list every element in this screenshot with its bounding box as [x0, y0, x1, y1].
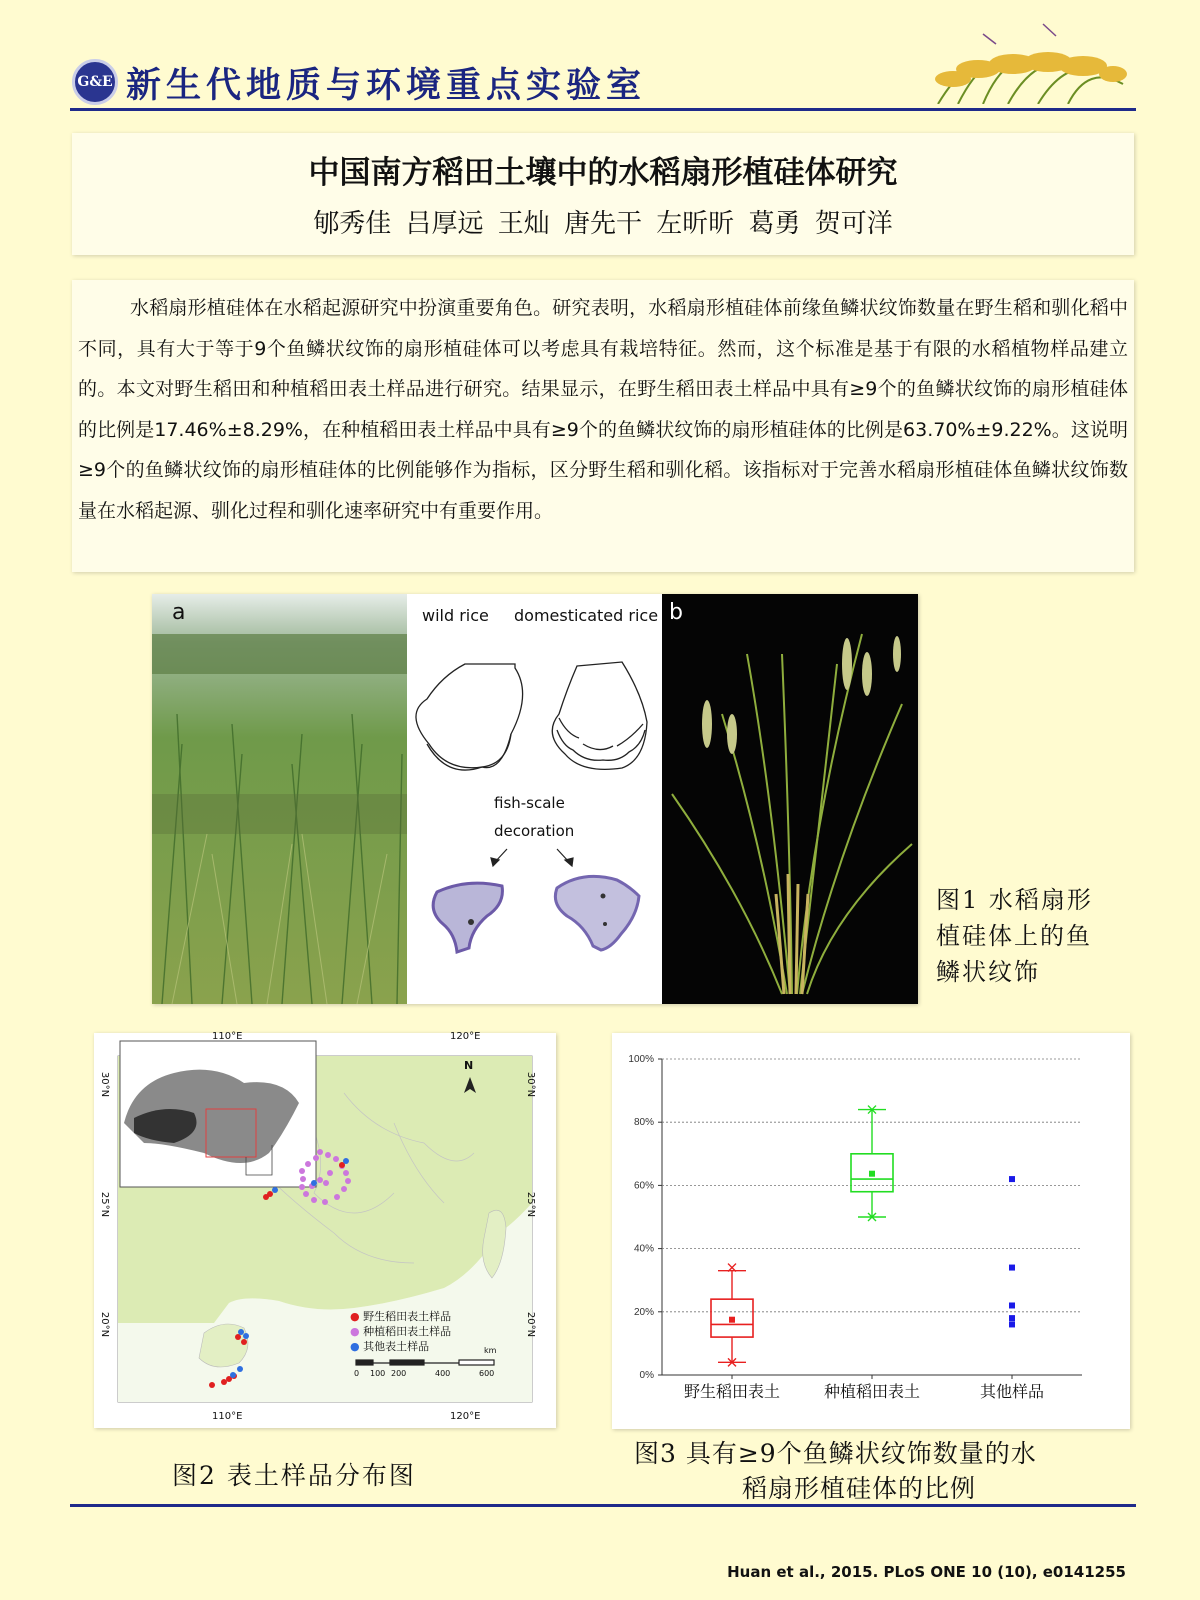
data-point	[1009, 1265, 1015, 1271]
wild-rice-label: wild rice	[422, 606, 489, 625]
sample-point	[221, 1379, 227, 1385]
lat-label-right-30: 30°N	[525, 1071, 537, 1098]
figure-1-caption-line-2: 植硅体上的鱼	[936, 922, 1092, 950]
sample-point	[300, 1176, 306, 1182]
y-tick-label: 100%	[628, 1054, 654, 1065]
sample-point	[272, 1187, 278, 1193]
sample-point	[263, 1194, 269, 1200]
figure-1	[152, 594, 918, 1004]
sample-point	[209, 1382, 215, 1388]
lon-label-bottom-120: 120°E	[450, 1411, 481, 1422]
lab-name: 新生代地质与环境重点实验室	[126, 65, 647, 106]
mean-marker	[869, 1171, 875, 1177]
x-tick-label: 其他样品	[979, 1382, 1045, 1401]
y-tick-label: 0%	[639, 1370, 654, 1381]
figure-3-chart	[612, 1033, 1130, 1429]
lat-label-left-25: 25°N	[99, 1191, 111, 1218]
lat-label-right-25: 25°N	[525, 1191, 537, 1218]
lon-label-top-120: 120°E	[450, 1031, 481, 1042]
figure-3-caption	[634, 1436, 1124, 1506]
y-tick-label: 80%	[633, 1117, 654, 1129]
y-tick-label: 60%	[633, 1180, 654, 1192]
sample-point	[341, 1186, 347, 1192]
data-point	[1009, 1176, 1015, 1182]
figure-3-caption-line-1: 图3 具有≥9个鱼鳞状纹饰数量的水	[634, 1439, 1037, 1468]
lat-label-left-20: 20°N	[99, 1311, 111, 1338]
sample-point	[299, 1168, 305, 1174]
sample-point	[345, 1178, 351, 1184]
legend-item-wild: ● 野生稻田表土样品	[350, 1310, 452, 1323]
data-point	[1009, 1321, 1015, 1327]
domesticated-phytolith-outline	[552, 662, 647, 769]
figure-2-caption: 图2 表土样品分布图	[172, 1461, 416, 1490]
sample-point	[311, 1197, 317, 1203]
sample-point	[241, 1339, 247, 1345]
sample-point	[230, 1372, 236, 1378]
lab-logo: G&E	[72, 59, 118, 105]
sample-point	[325, 1152, 331, 1158]
figure-1-caption-line-3: 鳞状纹饰	[936, 958, 1040, 986]
decoration-label: decoration	[494, 822, 575, 840]
header-rule	[70, 108, 1136, 111]
sample-point	[323, 1180, 329, 1186]
sample-point	[305, 1161, 311, 1167]
fish-scale-label: fish-scale	[494, 794, 565, 812]
paper-title: 中国南方稻田土壤中的水稻扇形植硅体研究	[308, 155, 898, 191]
sample-point	[317, 1177, 323, 1183]
sample-point	[238, 1329, 244, 1335]
figure-3-caption-line-2: 稻扇形植硅体的比例	[742, 1474, 977, 1503]
abstract-box	[72, 280, 1134, 572]
mean-marker	[729, 1317, 735, 1323]
sample-point	[333, 1156, 339, 1162]
sample-point	[303, 1191, 309, 1197]
scale-unit: km	[484, 1346, 497, 1355]
domesticated-rice-plant-photo	[662, 594, 918, 1004]
figure-1-caption-line-1: 图1 水稻扇形	[936, 886, 1093, 914]
sample-point	[299, 1184, 305, 1190]
sample-point	[237, 1366, 243, 1372]
phytolith-diagram	[407, 634, 662, 1004]
wild-rice-field-photo	[152, 594, 407, 1004]
sample-point	[243, 1333, 249, 1339]
lon-label-top-110: 110°E	[212, 1031, 243, 1042]
figure-1-caption	[936, 882, 1093, 990]
abstract-text: 水稻扇形植硅体在水稻起源研究中扮演重要角色。研究表明，水稻扇形植硅体前缘鱼鳞状纹饰数量在野生稻和驯化稻中不同，具有大于等于9个鱼鳞状纹饰的扇形植硅体可以考虑具有栽培特征。然而，这个标准是基于有限的水稻植物样品建立的。本文对野生稻田和种植稻田表土样品进行研究。结果显示，在野生稻田表土样品中具有≥9个的鱼鳞状纹饰的扇形植硅体的比例是17.46%±8.29%，在种植稻田表土样品中具有≥9个的鱼鳞状纹饰的扇形植硅体的比例是63.70%±9.22%。这说明≥9个的鱼鳞状纹饰的扇形植硅体的比例能够作为指标，区分野生稻和驯化稻。该指标对于完善水稻扇形植硅体鱼鳞状纹饰数量在水稻起源、驯化过程和驯化速率研究中有重要作用。	[78, 297, 1128, 522]
lat-label-left-30: 30°N	[99, 1071, 111, 1098]
legend-item-other: ● 其他表土样品	[350, 1340, 430, 1353]
citation: Huan et al., 2015. PLoS ONE 10 (10), e0141255	[727, 1563, 1126, 1581]
footer-rule	[70, 1504, 1136, 1507]
sample-point	[311, 1180, 317, 1186]
sample-point	[322, 1199, 328, 1205]
wild-phytolith-micrograph	[433, 883, 502, 952]
wild-phytolith-outline	[416, 664, 523, 770]
panel-label-a: a	[172, 600, 186, 625]
x-tick-label: 种植稻田表土	[823, 1382, 921, 1401]
north-label: N	[464, 1059, 474, 1072]
sample-point	[313, 1155, 319, 1161]
x-tick-label: 野生稻田表土	[683, 1382, 781, 1401]
lon-label-bottom-110: 110°E	[212, 1411, 243, 1422]
y-tick-label: 40%	[633, 1243, 654, 1255]
sample-point	[235, 1334, 241, 1340]
sample-point	[343, 1170, 349, 1176]
domesticated-phytolith-micrograph	[555, 876, 639, 950]
author-list: 郇秀佳 吕厚远 王灿 唐先干 左昕昕 葛勇 贺可洋	[313, 209, 893, 239]
sample-point	[327, 1170, 333, 1176]
title-box	[72, 133, 1134, 255]
sample-point	[334, 1194, 340, 1200]
scale-tick-0: 0	[354, 1369, 360, 1378]
data-point	[1009, 1315, 1015, 1321]
sample-point	[343, 1158, 349, 1164]
map-legend	[350, 1309, 451, 1354]
panel-label-b: b	[669, 600, 683, 625]
data-point	[1009, 1302, 1015, 1308]
domesticated-rice-label: domesticated rice	[514, 606, 659, 625]
lat-label-right-20: 20°N	[525, 1311, 537, 1338]
scale-tick-200: 200	[391, 1369, 407, 1378]
scale-tick-400: 400	[435, 1369, 451, 1378]
y-tick-label: 20%	[633, 1306, 654, 1318]
scale-tick-600: 600	[479, 1369, 495, 1378]
rice-decoration-illustration	[928, 14, 1128, 104]
legend-item-cultivated: ● 种植稻田表土样品	[350, 1325, 452, 1338]
scale-tick-100: 100	[370, 1369, 386, 1378]
sample-point	[317, 1149, 323, 1155]
figure-2-map	[94, 1033, 556, 1428]
